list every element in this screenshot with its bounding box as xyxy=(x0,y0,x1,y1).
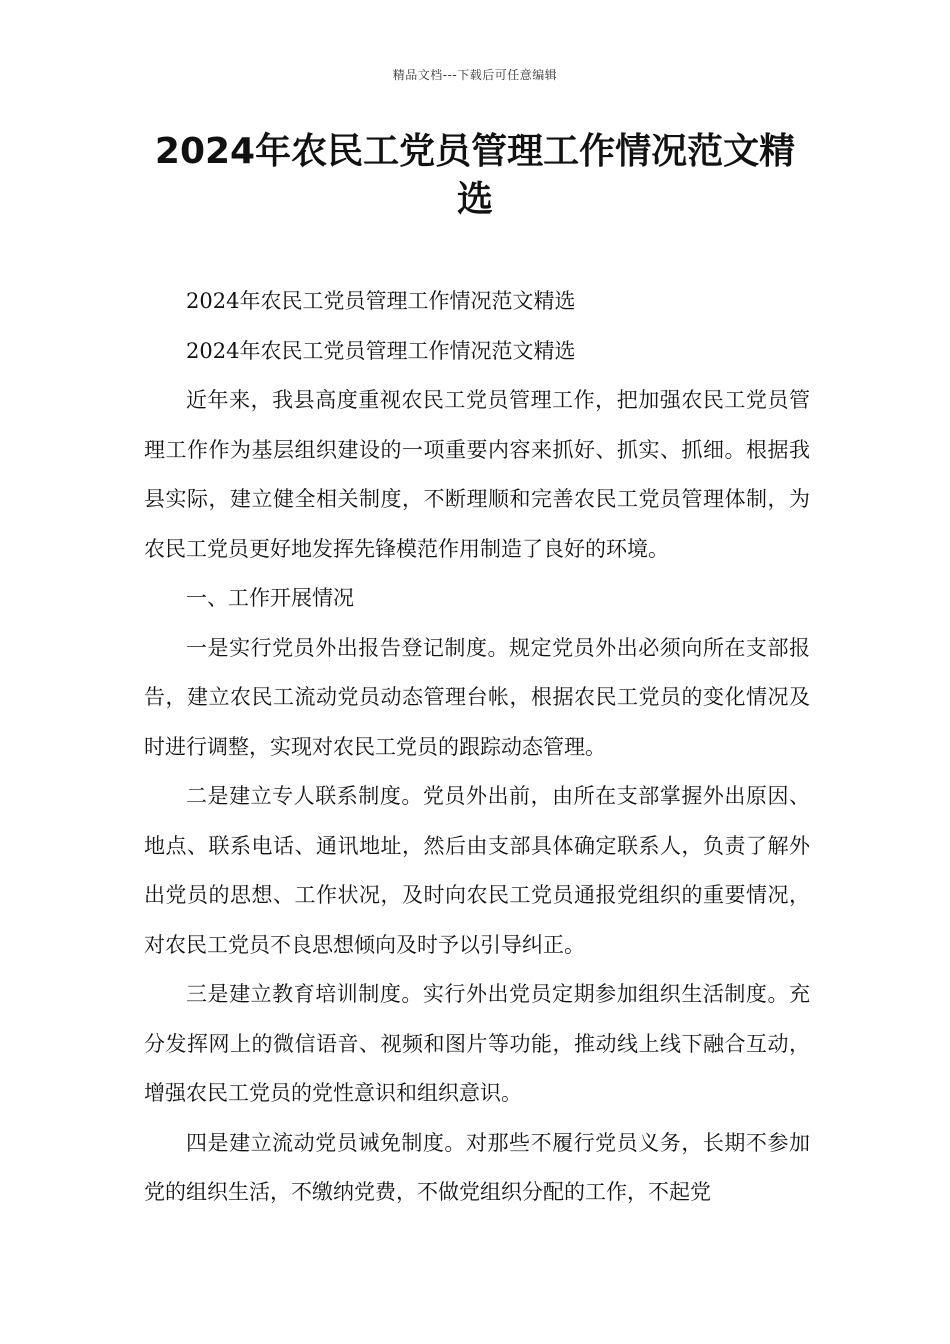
document-title: 2024年农民工党员管理工作情况范文精选 xyxy=(154,131,796,220)
section-heading-work-status: 一、工作开展情况 xyxy=(186,586,354,610)
paragraph-point-1: 一是实行党员外出报告登记制度。规定党员外出必须向所在支部报告，建立农民工流动党员动态管理台帐，根据农民工党员的变化情况及时进行调整，实现对农民工党员的跟踪动态管理。 xyxy=(144,635,810,759)
paragraph-intro: 近年来，我县高度重视农民工党员管理工作，把加强农民工党员管理工作作为基层组织建设的一项重要内容来抓好、抓实、抓细。根据我县实际，建立健全相关制度，不断理顺和完善农民工党员管理体制，为农民工党员更好地发挥先锋模范作用制造了良好的环境。 xyxy=(144,388,810,561)
paragraph-repeat-title-1: 2024年农民工党员管理工作情况范文精选 xyxy=(186,289,576,313)
paragraph-repeat-title-2: 2024年农民工党员管理工作情况范文精选 xyxy=(186,338,576,363)
document-body xyxy=(144,277,810,1218)
paragraph-point-2: 二是建立专人联系制度。党员外出前，由所在支部掌握外出原因、地点、联系电话、通讯地址，然后由支部具体确定联系人，负责了解外出党员的思想、工作状况，及时向农民工党员通报党组织的重要情况，对农民工党员不良思想倾向及时予以引导纠正。 xyxy=(144,784,810,957)
paragraph-point-4: 四是建立流动党员诫免制度。对那些不履行党员义务，长期不参加党的组织生活，不缴纳党费，不做党组织分配的工作，不起党 xyxy=(144,1130,810,1204)
paragraph-point-3: 三是建立教育培训制度。实行外出党员定期参加组织生活制度。充分发挥网上的微信语音、视频和图片等功能，推动线上线下融合互动，增强农民工党员的党性意识和组织意识。 xyxy=(144,982,810,1105)
header-note: 精品文档---下载后可任意编辑 xyxy=(392,68,558,82)
